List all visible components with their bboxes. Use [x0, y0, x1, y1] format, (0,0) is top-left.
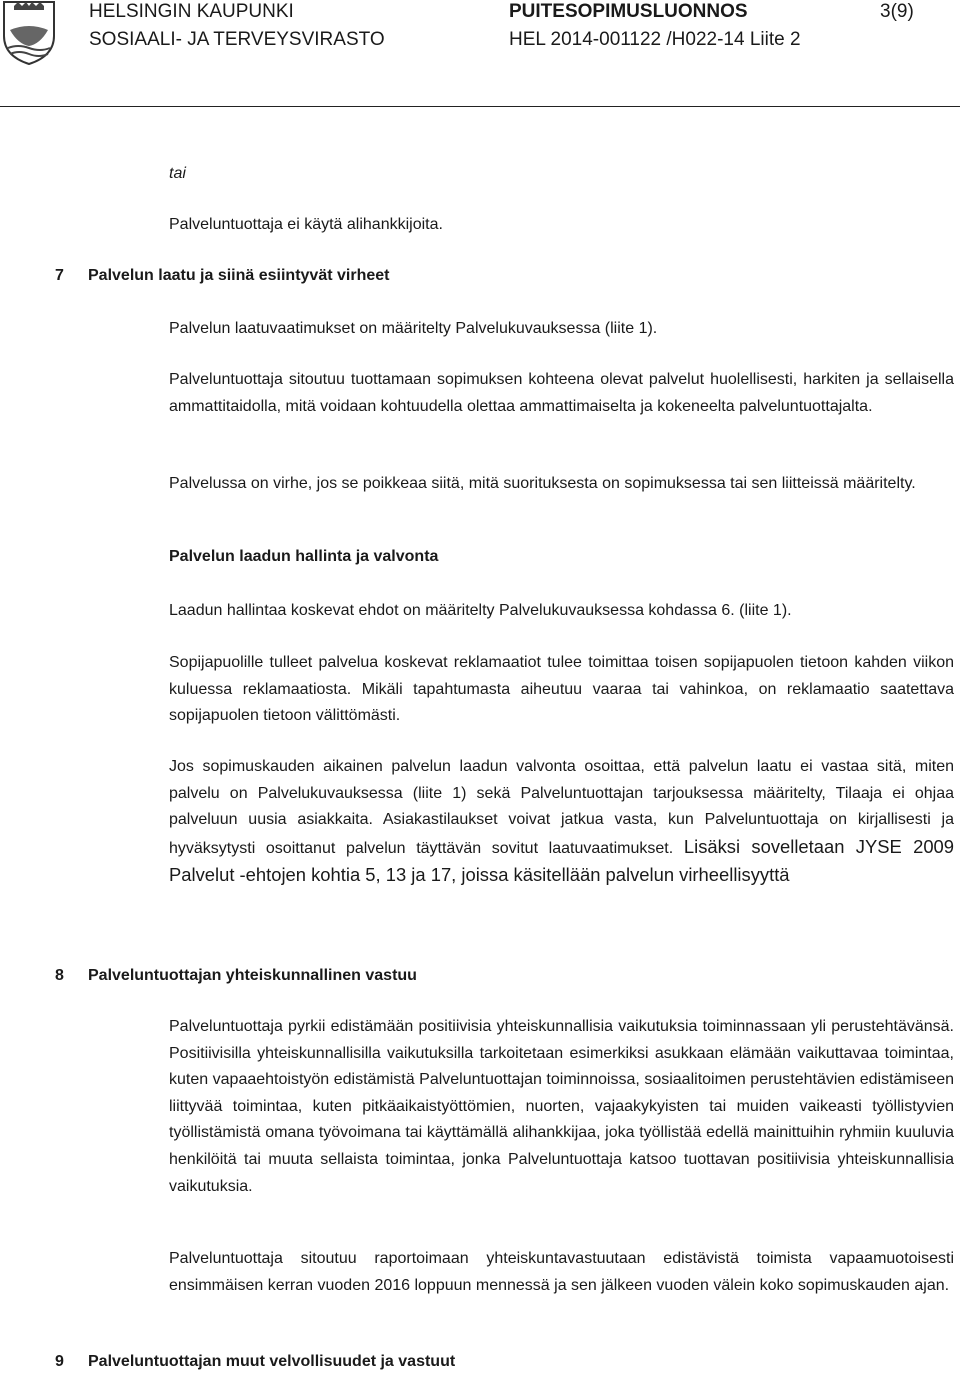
- paragraph-no-subcontractors: Palveluntuottaja ei käytä alihankkijoita.: [169, 216, 443, 233]
- paragraph-reporting: Palveluntuottaja sitoutuu raportoimaan yhteiskuntavastuutaan edistävistä toimista vapaamuotoisesti ensimmäisen kerran vuoden 2016 loppuun mennessä ja sen jälkeen vuoden välein koko sopimuskauden ajan.: [169, 1250, 954, 1294]
- section-number: 9: [55, 1353, 64, 1370]
- header-divider: [0, 106, 960, 107]
- quality-monitoring-text: Jos sopimuskauden aikainen palvelun laadun valvonta osoittaa, että palvelun laatu ei vastaa sitä, miten palvelu on Palvelukuvauksessa (liite 1) sekä Palveluntuottajan tarjouksessa määritelty, Tilaaja ei ohjaa palveluun uusia asiakkaita. Asiakastilaukset voivat jatkua vasta, kun Palveluntuottaja on kirjallisesti ja hyväksytysti osoittanut palvelun täyttävän sovitut laatuvaatimukset.: [169, 758, 954, 857]
- section-title: Palvelun laatu ja siinä esiintyvät virheet: [88, 267, 390, 284]
- paragraph-social-impact: Palveluntuottaja pyrkii edistämään positiivisia yhteiskunnallisia vaikutuksia toiminnassaan yli perustehtävänsä. Positiivisilla yhteiskunnallisilla vaikutuksilla tarkoitetaan esimerkiksi asukkaan elämään vaikuttavaa toimintaa, kuten vapaaehtoistyön edistämistä Palveluntuottajan toiminnoissa, sosiaalitoimen perustehtävien edistämiseen liittyvää toimintaa, kuten pitkäaikaistyöttömien, nuorten, vajaakykyisten tai muiden vaikeasti työllistyvien työllistämistä omana työvoimana tai käyttämällä alihankkijaa, joka työllistää edellä mainittuihin ryhmiin kuuluvia henkilöitä tai muuta sellaista toimintaa, jonka Palveluntuottaja katsoo tuottavan positiivisia yhteiskunnallisia vaikutuksia.: [169, 1018, 954, 1195]
- helsinki-crest-logo: [0, 0, 58, 66]
- paragraph-service-defect: Palvelussa on virhe, jos se poikkeaa siitä, mitä suorituksesta on sopimuksessa tai sen liitteissä määritelty.: [169, 475, 916, 492]
- page-number: 3(9): [880, 1, 914, 22]
- paragraph-tai: tai: [169, 165, 186, 182]
- jyse-reference-text: Lisäksi sovelletaan JYSE 2009 Palvelut -ehtojen kohtia 5, 13 ja 17, joissa käsitellään palvelun virheellisyyttä: [169, 835, 954, 886]
- document-title: PUITESOPIMUSLUONNOS: [509, 1, 748, 22]
- section-title: Palveluntuottajan yhteiskunnallinen vastuu: [88, 967, 417, 984]
- paragraph-quality-monitoring: [169, 754, 954, 891]
- document-reference: HEL 2014-001122 /H022-14 Liite 2: [509, 29, 801, 50]
- paragraph-provider-commitment: Palveluntuottaja sitoutuu tuottamaan sopimuksen kohteena olevat palvelut huolellisesti, harkiten ja sellaisella ammattitaidolla, mitä voidaan kohtuudella olettaa ammattimaiselta ja kokeneelta palveluntuottajalta.: [169, 371, 954, 415]
- section-number: 7: [55, 267, 64, 284]
- paragraph-quality-management: Laadun hallintaa koskevat ehdot on määritelty Palvelukuvauksessa kohdassa 6. (liite 1).: [169, 602, 792, 619]
- org-department: SOSIAALI- JA TERVEYSVIRASTO: [89, 29, 385, 50]
- section-9-heading: [55, 1350, 455, 1374]
- section-7-heading: [55, 264, 389, 288]
- org-name: HELSINGIN KAUPUNKI: [89, 1, 294, 22]
- paragraph-reclamations: Sopijapuolille tulleet palvelua koskevat reklamaatiot tulee toimittaa toisen sopijapuolen tietoon kahden viikon kuluessa reklamaatiosta. Mikäli tapahtumasta aiheutuu vaaraa tai vahinkoa, on reklamaatio saatettava sopijapuolen tietoon välittömästi.: [169, 654, 954, 725]
- quality-control-subheading: Palvelun laadun hallinta ja valvonta: [169, 548, 439, 565]
- paragraph-quality-requirements: Palvelun laatuvaatimukset on määritelty Palvelukuvauksessa (liite 1).: [169, 320, 658, 337]
- section-number: 8: [55, 967, 64, 984]
- section-title: Palveluntuottajan muut velvollisuudet ja vastuut: [88, 1353, 456, 1370]
- section-8-heading: [55, 964, 417, 988]
